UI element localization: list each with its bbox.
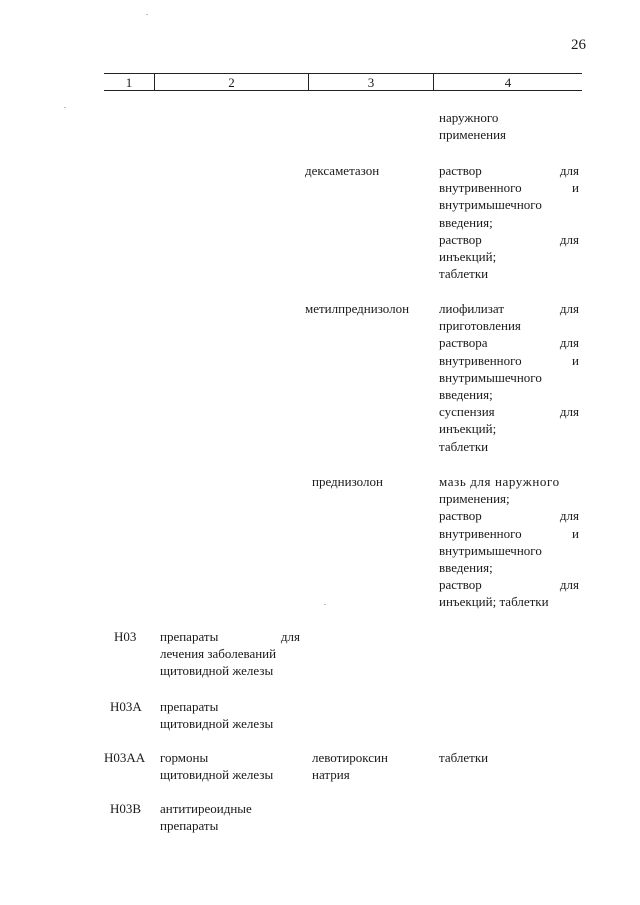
group-line: препараты xyxy=(160,699,219,714)
group-line: препараты xyxy=(160,818,219,834)
form-line: внутримышечного xyxy=(439,542,542,558)
form-line: внутривенного и xyxy=(439,525,579,541)
group-line: лечения заболеваний xyxy=(160,646,277,662)
group-line: препараты для xyxy=(160,629,300,644)
form-line: внутривенного и xyxy=(439,180,579,196)
form-line: суспензия для xyxy=(439,404,579,420)
form-line: применения; xyxy=(439,491,510,507)
dosage-form-cell xyxy=(439,109,579,143)
atc-code: H03AA xyxy=(104,750,146,765)
form-line: наружного xyxy=(439,110,499,125)
header-col-1: 1 xyxy=(125,75,133,90)
group-line: щитовидной железы xyxy=(160,716,274,732)
scan-speck xyxy=(324,604,326,605)
dosage-form-cell xyxy=(439,300,579,455)
form-line: введения; xyxy=(439,214,493,230)
form-line: внутримышечного xyxy=(439,369,542,385)
group-line: гормоны xyxy=(160,750,209,765)
atc-code: H03A xyxy=(110,699,142,714)
form-line: раствор для xyxy=(439,577,579,593)
group-line: щитовидной железы xyxy=(160,767,274,783)
form-line: приготовления xyxy=(439,318,521,334)
form-line: инъекций; xyxy=(439,249,497,265)
form-line: мазь для наружного xyxy=(439,474,560,489)
drug-name: метилпреднизолон xyxy=(305,301,410,316)
form-line: раствор для xyxy=(439,508,579,524)
form-line: таблетки xyxy=(439,266,489,282)
header-col-3: 3 xyxy=(367,75,375,90)
header-col-2: 2 xyxy=(228,75,235,90)
drug-name xyxy=(312,749,388,783)
dosage-form-cell xyxy=(439,473,579,611)
form-line: внутримышечного xyxy=(439,197,542,213)
form-line: раствор для xyxy=(439,163,579,178)
form-line: раствор для xyxy=(439,231,579,247)
form-line: таблетки xyxy=(439,750,489,765)
form-line: таблетки xyxy=(439,438,489,454)
drug-line: левотироксин xyxy=(312,750,388,765)
atc-code: H03B xyxy=(110,801,142,816)
atc-group xyxy=(160,698,273,732)
group-line: щитовидной железы xyxy=(160,663,274,679)
atc-group xyxy=(160,800,252,834)
drug-name: дексаметазон xyxy=(305,163,380,178)
scan-speck xyxy=(146,14,148,15)
form-line: введения; xyxy=(439,560,493,576)
dosage-form-cell xyxy=(439,749,579,766)
form-line: применения xyxy=(439,127,507,143)
form-line: внутривенного и xyxy=(439,352,579,368)
form-line: инъекций; xyxy=(439,421,497,437)
atc-group xyxy=(160,749,273,783)
scan-speck xyxy=(64,107,66,108)
form-line: инъекций; таблетки xyxy=(439,594,549,610)
table-header xyxy=(104,73,582,91)
drug-name: преднизолон xyxy=(312,474,383,489)
form-line: раствора для xyxy=(439,335,579,351)
dosage-form-cell xyxy=(439,162,579,282)
drug-line: натрия xyxy=(312,767,350,783)
form-line: введения; xyxy=(439,387,493,403)
group-line: антитиреоидные xyxy=(160,801,252,816)
form-line: лиофилизат для xyxy=(439,301,579,316)
page-number: 26 xyxy=(571,37,586,53)
atc-group xyxy=(160,628,300,680)
atc-code: H03 xyxy=(114,629,137,644)
header-col-4: 4 xyxy=(504,75,512,90)
